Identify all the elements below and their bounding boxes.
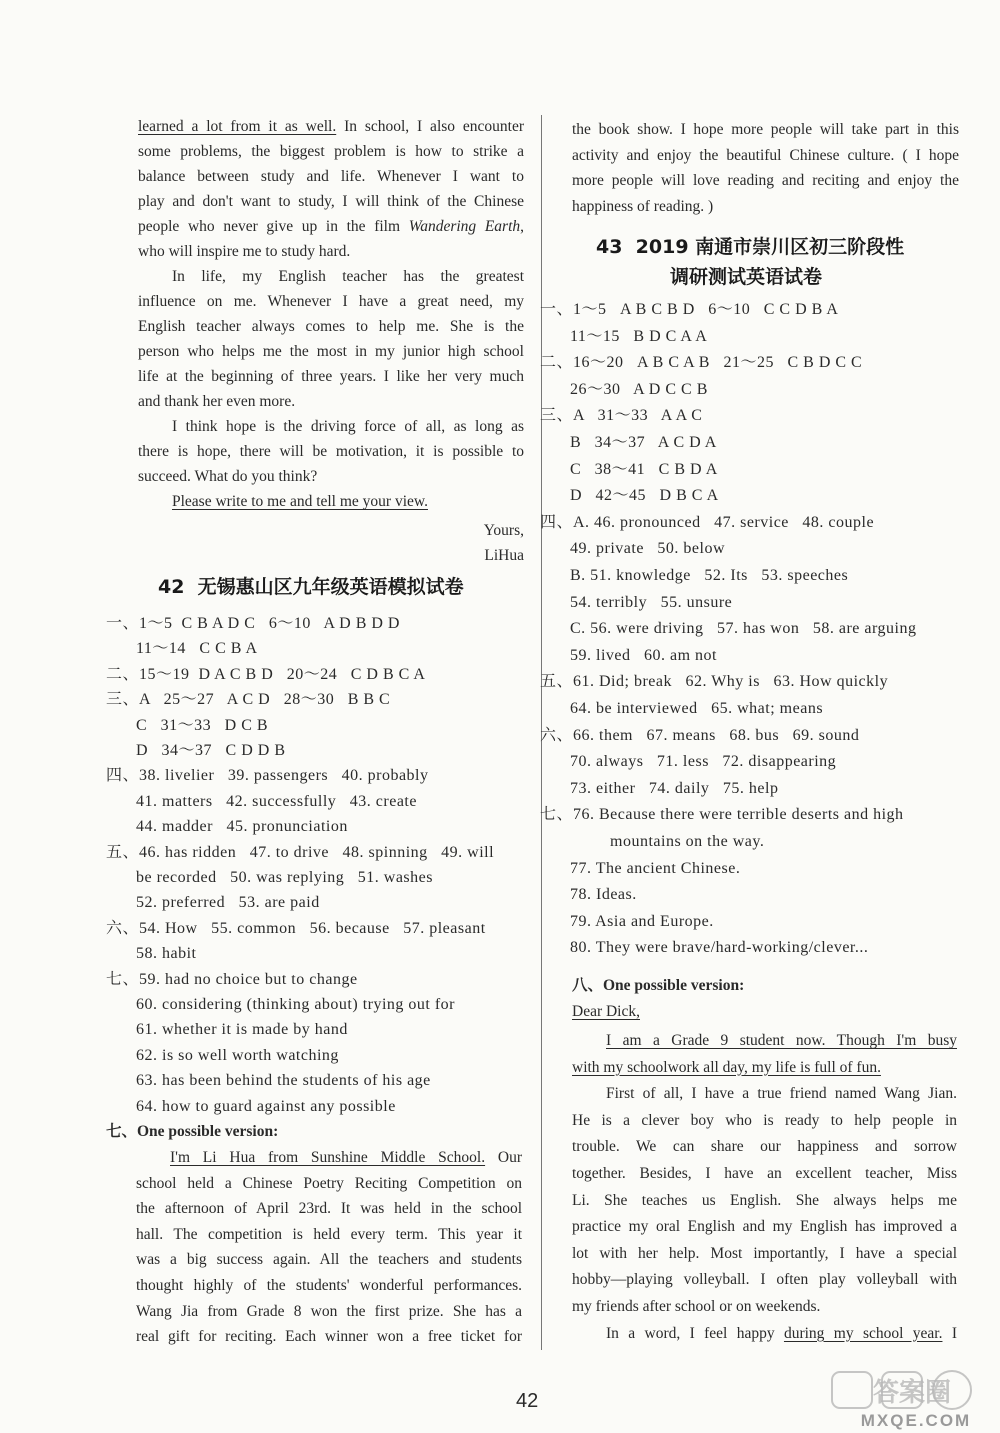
letter-line: succeed. What do you think? [138,468,318,485]
answer-line: D 34～37 C D D B [136,742,286,759]
writing-line: real gift for reciting. Each winner won a free ticket for [136,1328,522,1346]
answer-line: 11～15 B D C A A [570,327,708,345]
answer-line: 44. madder 45. pronunciation [136,818,348,836]
answer-line: B. 51. knowledge 52. Its 53. speeches [570,567,849,584]
answer-line: 49. private 50. below [570,540,726,558]
answer-line: 七、76. Because there were terrible deserts and high [540,806,904,824]
answer-line: 四、38. livelier 39. passengers 40. probably [106,767,429,785]
letter-closing: Yours, [483,522,524,539]
answer-line: be recorded 50. was replying 51. washes [136,869,433,886]
letter-line: and thank her even more. [138,393,296,410]
answer-line: 62. is so well worth watching [136,1046,339,1064]
writing-line: together. Besides, I have an excellent teacher, Miss [572,1165,957,1182]
letter-signature: LiHua [484,547,524,564]
answer-line: C. 56. were driving 57. has won 58. are arguing [570,620,917,638]
writing-line: hall. The competition is held every term. This year it [136,1225,522,1243]
answer-line: 61. whether it is made by hand [136,1021,348,1039]
letter-salutation: Dear Dick, [572,1003,640,1020]
letter-line: I think hope is the driving force of all, as long as [172,418,524,435]
letter-line: Please write to me and tell me your view. [172,493,428,510]
answer-line: 52. preferred 53. are paid [136,894,320,912]
answer-line: C 31～33 D C B [136,716,269,734]
test-42-writing-label: 七、One possible version: [106,1123,279,1140]
answer-line: 77. The ancient Chinese. [570,859,741,877]
answer-line: 七、59. had no choice but to change [106,970,358,988]
answer-line: 三、A 25～27 A C D 28～30 B B C [106,691,391,709]
answer-line: 二、16～20 A B C A B 21～25 C B D C C [540,354,863,372]
answer-line: 80. They were brave/hard-working/clever... [570,939,869,957]
letter-line: life at the beginning of three years. I like her very much [138,368,524,385]
writing-line: First of all, I have a true friend named Wang Jian. [606,1085,957,1103]
answer-line: 63. has been behind the students of his age [136,1072,431,1090]
answer-line: 三、A 31～33 A A C [540,407,703,425]
answer-line: 64. be interviewed 65. what; means [570,700,824,717]
writing-line: activity and enjoy the beautiful Chinese culture. ( I hope [572,146,959,164]
test-42-title: 42 无锡惠山区九年级英语模拟试卷 [158,576,464,598]
writing-line: I am a Grade 9 student now. Though I'm busy [606,1032,957,1049]
letter-line: In life, my English teacher has the greatest [172,268,524,285]
writing-line: my friends after school or on weekends. [572,1298,821,1315]
writing-line: trouble. We can share our happiness and sorrow [572,1138,957,1156]
answer-line: 73. either 74. daily 75. help [570,779,779,797]
writing-line: more people will love reading and reciting and enjoy the [572,172,959,189]
letter-line: who will inspire me to study hard. [138,243,351,260]
writing-line: the afternoon of April 23rd. It was held in the school [136,1200,522,1218]
answer-line: 70. always 71. less 72. disappearing [570,753,837,771]
answer-line: 78. Ideas. [570,886,637,904]
answer-line: B 34～37 A C D A [570,434,717,451]
page-number: 42 [516,1390,539,1412]
answer-line: 59. lived 60. am not [570,646,717,664]
writing-line: hobby—playing volleyball. I often play volleyball with [572,1271,957,1289]
letter-line: English teacher always comes to help me. She is the [138,318,524,335]
letter-line: play and don't want to study, I will think of the Chinese [138,193,524,210]
answer-line: 一、1～5 A B C B D 6～10 C C D B A [540,301,839,318]
answer-line: D 42～45 D B C A [570,487,719,505]
letter-line: person who helps me the most in my junior high school [138,343,524,360]
answer-line: 六、66. them 67. means 68. bus 69. sound [540,726,860,744]
answer-line: 六、54. How 55. common 56. because 57. pleasant [106,919,486,937]
writing-line: was a big success again. All the teachers and students [136,1251,522,1269]
letter-line: balance between study and life. Whenever I want to [138,168,524,185]
answer-line: 一、1～5 C B A D C 6～10 A D B D D [106,615,400,632]
answer-line: C 38～41 C B D A [570,460,718,478]
writing-line: Wang Jia from Grade 8 won the first prize. She has a [136,1302,522,1320]
writing-line: school held a Chinese Poetry Reciting Competition on [136,1174,522,1192]
answer-line: 60. considering (thinking about) trying out for [136,996,456,1013]
answer-line: 58. habit [136,945,197,963]
test-43-title-line1: 43 2019 南通市崇川区初三阶段性 [596,236,905,258]
answer-line: 41. matters 42. successfully 43. create [136,792,417,810]
letter-line: some problems, the biggest problem is how to strike a [138,143,524,160]
watermark-url: MXQE.COM [860,1411,972,1430]
answer-line: 11～14 C C B A [136,640,258,658]
answer-line: 四、A. 46. pronounced 47. service 48. couple [540,513,875,531]
answer-line: 五、46. has ridden 47. to drive 48. spinning 49. will [106,843,495,861]
writing-line: lot with her help. Most importantly, I have a special [572,1244,957,1262]
writing-line: the book show. I hope more people will take part in this [572,121,959,138]
writing-line: thought highly of the students' wonderful performances. [136,1277,522,1294]
answer-line: 79. Asia and Europe. [570,912,714,930]
writing-line: with my schoolwork all day, my life is full of fun. [572,1058,881,1076]
answer-line: 54. terribly 55. unsure [570,593,733,611]
letter-line: there is hope, there will be motivation, it is possible to [138,443,524,460]
test-43-writing-label: 八、One possible version: [572,977,745,994]
answer-line: 26～30 A D C C B [570,380,708,398]
test-43-title-line2: 调研测试英语试卷 [670,266,823,288]
writing-line: In a word, I feel happy during my school year. I [606,1324,957,1342]
writing-line: Li. She teaches us English. She always helps me [572,1191,957,1209]
answer-line: 64. how to guard against any possible [136,1097,396,1115]
answer-line: 五、61. Did; break 62. Why is 63. How quickly [540,673,889,691]
answer-line: mountains on the way. [610,833,765,850]
letter-line: learned a lot from it as well. In school, I also encounter [138,118,524,135]
writing-line: I'm Li Hua from Sunshine Middle School. Our [170,1149,522,1166]
writing-line: happiness of reading. ) [572,197,714,215]
watermark-brand: 答案圈 [872,1378,952,1408]
writing-line: practice my oral English and my English has improved a [572,1218,957,1236]
writing-line: He is a clever boy who is ready to help people in [572,1111,957,1129]
letter-line: people who never give up in the film Wandering Earth, [138,218,524,235]
watermark-logo [826,1368,994,1430]
letter-line: influence on me. Whenever I have a great need, my [138,293,524,310]
answer-line: 二、15～19 D A C B D 20～24 C D B C A [106,665,426,683]
